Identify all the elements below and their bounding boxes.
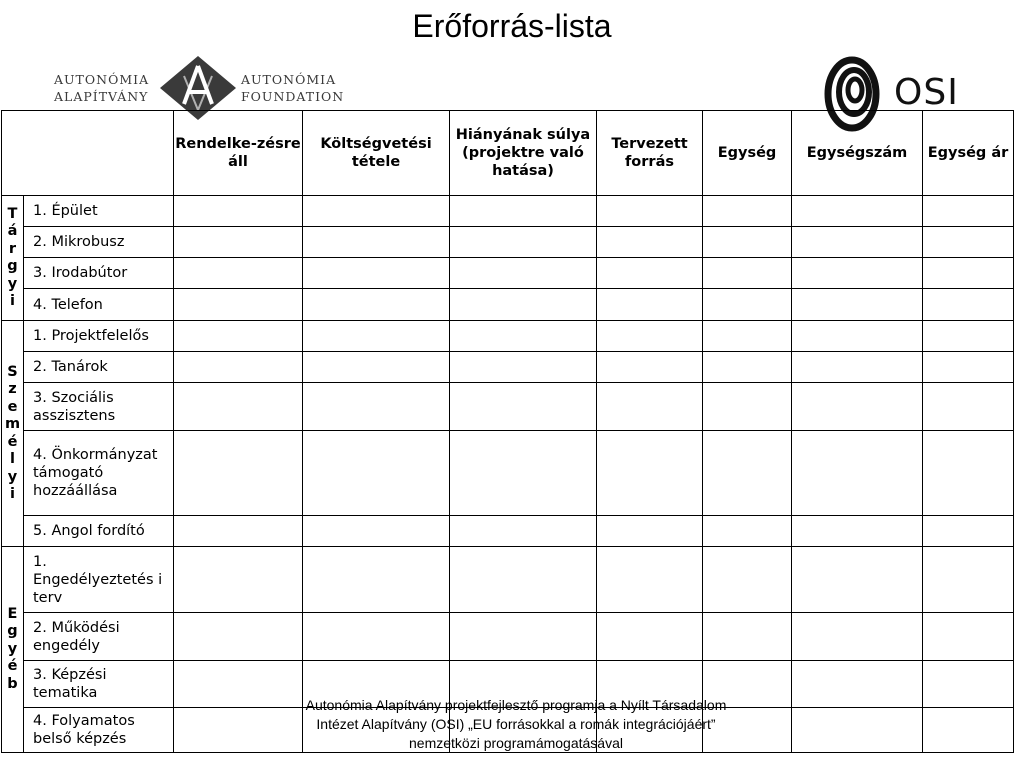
table-cell[interactable] (303, 258, 450, 289)
table-cell[interactable] (174, 547, 303, 613)
category-cell (2, 321, 24, 547)
autonomia-logo-text-right (241, 71, 344, 105)
table-cell[interactable] (174, 196, 303, 227)
header-tervezett: Tervezett forrás (597, 111, 703, 196)
table-cell[interactable] (923, 661, 1014, 708)
table-cell[interactable] (597, 547, 703, 613)
table-cell[interactable] (792, 547, 923, 613)
table-cell[interactable] (450, 321, 597, 352)
table-cell[interactable] (450, 289, 597, 321)
category-cell (2, 196, 24, 321)
table-cell[interactable] (703, 321, 792, 352)
table-cell[interactable] (703, 258, 792, 289)
table-row (2, 321, 1014, 352)
table-cell[interactable] (923, 431, 1014, 516)
table-cell[interactable] (450, 196, 597, 227)
osi-logo-text: OSI (894, 72, 959, 113)
table-row (2, 289, 1014, 321)
table-cell[interactable] (174, 258, 303, 289)
header-rendelkezesre: Rendelke-zésre áll (174, 111, 303, 196)
table-cell[interactable] (597, 383, 703, 431)
table-cell[interactable] (792, 321, 923, 352)
slide-footer: Autonómia Alapítvány projektfejlesztő programja a Nyílt Társadalom Intézet Alapítvány (OSI) „EU forrásokkal a romák integrációjáért” nemzetközi programámogatásával (305, 697, 727, 751)
table-cell[interactable] (450, 258, 597, 289)
table-row (2, 547, 1014, 613)
row-label: 3. Képzési tematika (24, 661, 174, 708)
table-cell[interactable] (303, 352, 450, 383)
table-cell[interactable] (703, 516, 792, 547)
row-label: 4. Telefon (24, 289, 174, 321)
table-cell[interactable] (450, 227, 597, 258)
table-cell[interactable] (792, 227, 923, 258)
row-label: 2. Működési engedély (24, 613, 174, 661)
category-cell (2, 547, 24, 753)
table-row (2, 196, 1014, 227)
table-cell[interactable] (792, 258, 923, 289)
table-cell[interactable] (174, 708, 303, 753)
table-cell[interactable] (450, 431, 597, 516)
autonomia-left-line2: ALAPÍTVÁNY (54, 89, 149, 104)
table-cell[interactable] (923, 321, 1014, 352)
table-cell[interactable] (792, 661, 923, 708)
table-cell[interactable] (450, 383, 597, 431)
table-cell[interactable] (792, 352, 923, 383)
table-body (2, 196, 1014, 753)
table-cell[interactable] (174, 661, 303, 708)
table-cell[interactable] (703, 547, 792, 613)
table-row (2, 613, 1014, 661)
slide-title: Erőforrás-lista (412, 8, 612, 44)
table-cell[interactable] (923, 547, 1014, 613)
autonomia-right-line2: FOUNDATION (241, 89, 345, 104)
table-cell[interactable] (703, 431, 792, 516)
table-cell[interactable] (703, 227, 792, 258)
table-cell[interactable] (792, 431, 923, 516)
table-cell[interactable] (923, 613, 1014, 661)
row-label: 4. Folyamatos belső képzés (24, 708, 174, 753)
table-cell[interactable] (792, 708, 923, 753)
table-cell[interactable] (792, 289, 923, 321)
row-label: 1. Engedélyeztetés i terv (24, 547, 174, 613)
table-cell[interactable] (450, 516, 597, 547)
table-cell[interactable] (597, 613, 703, 661)
table-cell[interactable] (923, 352, 1014, 383)
table-cell[interactable] (923, 196, 1014, 227)
header-egysegar: Egység ár (923, 111, 1014, 196)
table-cell[interactable] (174, 352, 303, 383)
resource-table (1, 110, 1014, 753)
table-cell[interactable] (923, 289, 1014, 321)
table-row (2, 352, 1014, 383)
table-cell[interactable] (703, 352, 792, 383)
table-cell[interactable] (703, 613, 792, 661)
table-cell[interactable] (597, 352, 703, 383)
row-label: 3. Irodabútor (24, 258, 174, 289)
row-label: 4. Önkormányzat támogató hozzáállása (24, 431, 174, 516)
table-cell[interactable] (792, 516, 923, 547)
table-cell[interactable] (303, 431, 450, 516)
table-cell[interactable] (703, 196, 792, 227)
table-cell[interactable] (303, 289, 450, 321)
table-cell[interactable] (450, 613, 597, 661)
table-cell[interactable] (303, 516, 450, 547)
autonomia-right-line1: AUTONÓMIA (241, 72, 337, 87)
table-row (2, 227, 1014, 258)
table-cell[interactable] (174, 289, 303, 321)
header-corner-cell (2, 111, 174, 196)
table-row (2, 516, 1014, 547)
table-cell[interactable] (303, 383, 450, 431)
table-cell[interactable] (597, 258, 703, 289)
table-cell[interactable] (174, 516, 303, 547)
table-cell[interactable] (597, 289, 703, 321)
table-cell[interactable] (923, 227, 1014, 258)
table-cell[interactable] (597, 321, 703, 352)
category-label: T á r g y i (7, 205, 18, 309)
autonomia-left-line1: AUTONÓMIA (54, 72, 150, 87)
table-cell[interactable] (923, 516, 1014, 547)
table-cell[interactable] (923, 383, 1014, 431)
row-label: 1. Projektfelelős (24, 321, 174, 352)
table-row (2, 258, 1014, 289)
table-cell[interactable] (703, 383, 792, 431)
table-cell[interactable] (174, 227, 303, 258)
row-label: 2. Tanárok (24, 352, 174, 383)
table-cell[interactable] (597, 196, 703, 227)
table-row (2, 383, 1014, 431)
table-cell[interactable] (792, 613, 923, 661)
table-cell[interactable] (450, 547, 597, 613)
table-cell[interactable] (597, 516, 703, 547)
table-cell[interactable] (303, 321, 450, 352)
table-cell[interactable] (923, 708, 1014, 753)
table-cell[interactable] (703, 289, 792, 321)
table-cell[interactable] (174, 321, 303, 352)
table-cell[interactable] (792, 383, 923, 431)
table-cell[interactable] (303, 196, 450, 227)
category-label: E g y é b (7, 605, 18, 692)
category-label: S z e m é l y i (4, 363, 21, 502)
table-header-row (2, 111, 1014, 196)
header-koltsegvetesi: Költségvetési tétele (303, 111, 450, 196)
header-egysegszam: Egységszám (792, 111, 923, 196)
table-cell[interactable] (792, 196, 923, 227)
table-cell[interactable] (303, 547, 450, 613)
row-label: 1. Épület (24, 196, 174, 227)
row-label: 2. Mikrobusz (24, 227, 174, 258)
table-cell[interactable] (303, 227, 450, 258)
table-cell[interactable] (597, 431, 703, 516)
table-cell[interactable] (450, 352, 597, 383)
table-row (2, 431, 1014, 516)
table-cell[interactable] (923, 258, 1014, 289)
header-hianyanak: Hiányának súlya (projektre való hatása) (450, 111, 597, 196)
table-cell[interactable] (303, 613, 450, 661)
row-label: 3. Szociális asszisztens (24, 383, 174, 431)
row-label: 5. Angol fordító (24, 516, 174, 547)
table-cell[interactable] (174, 613, 303, 661)
table-cell[interactable] (174, 431, 303, 516)
header-egyseg: Egység (703, 111, 792, 196)
table-cell[interactable] (174, 383, 303, 431)
autonomia-logo-text-left (54, 71, 149, 105)
table-cell[interactable] (597, 227, 703, 258)
